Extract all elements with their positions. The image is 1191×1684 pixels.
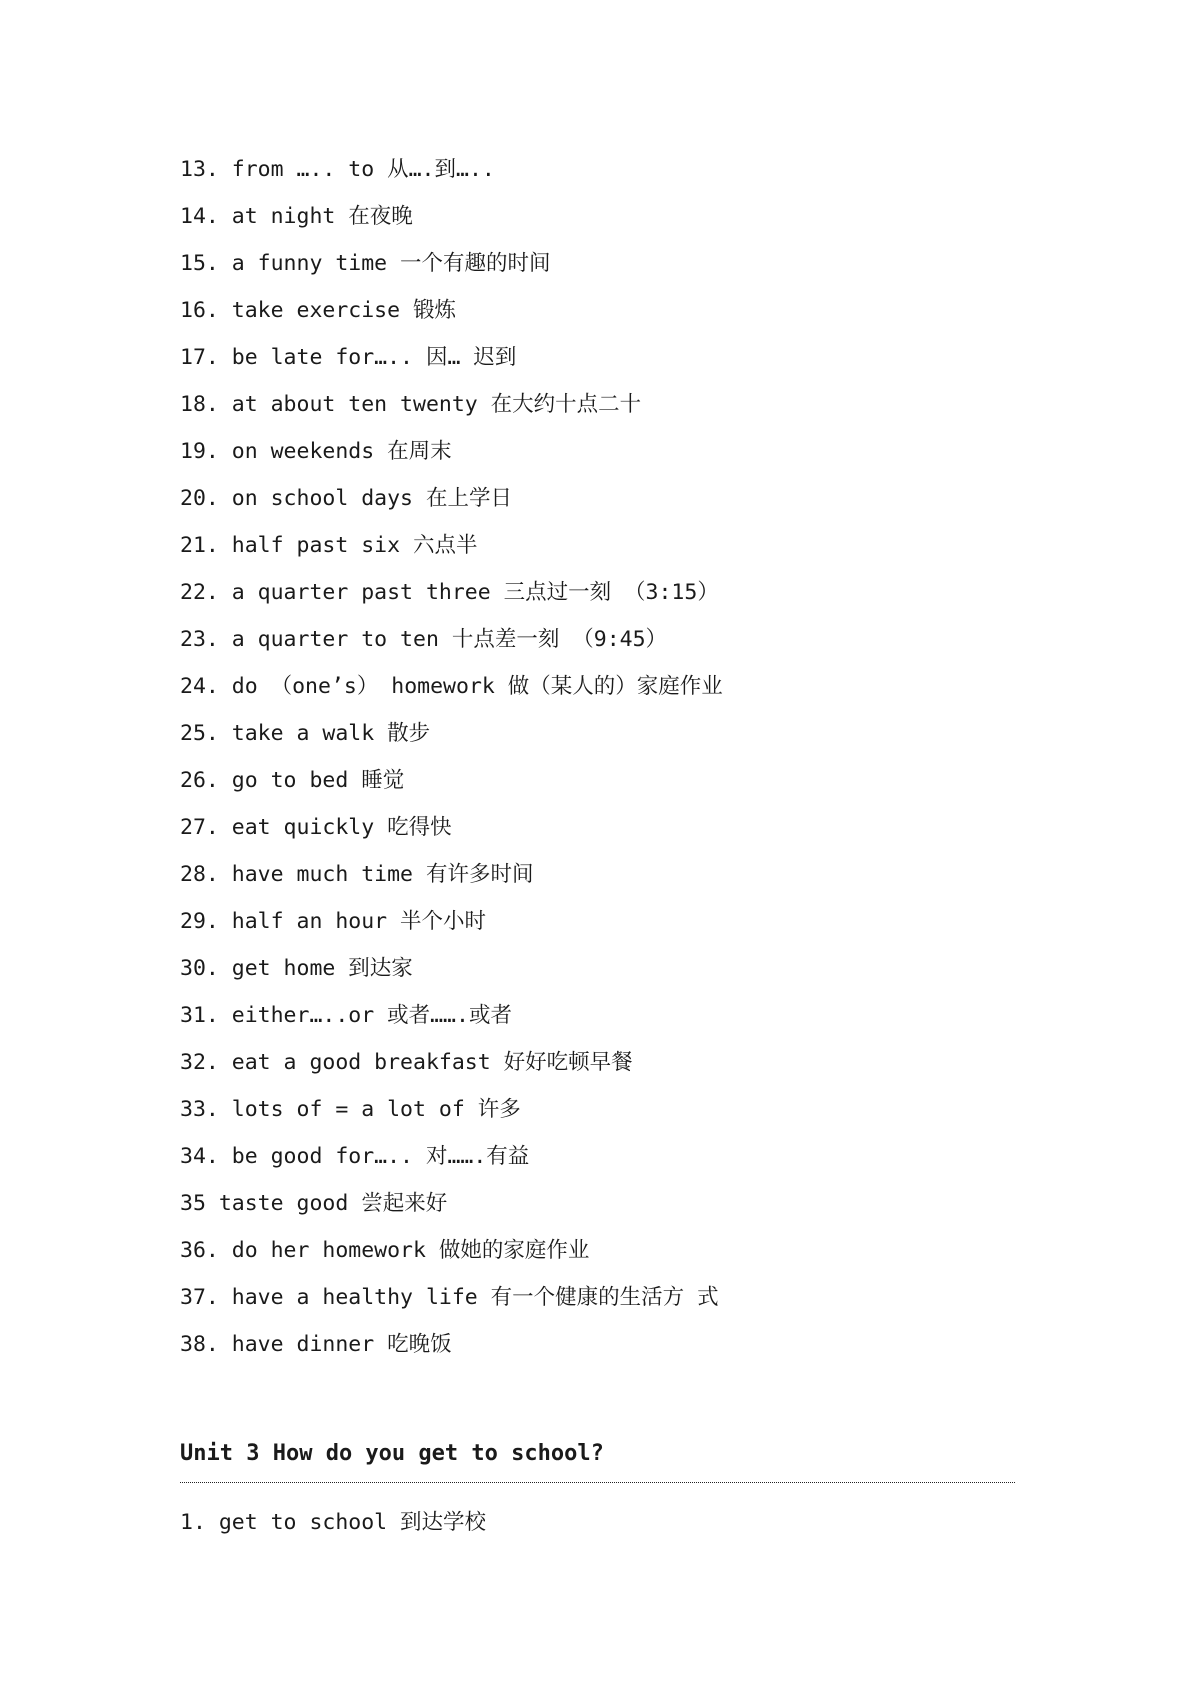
list-item: 29. half an hour 半个小时 (180, 909, 487, 934)
phrase-list (180, 150, 723, 1372)
list-item: 32. eat a good breakfast 好好吃顿早餐 (180, 1050, 633, 1075)
list-item: 1. get to school 到达学校 (180, 1510, 487, 1535)
list-item: 15. a funny time 一个有趣的时间 (180, 251, 551, 276)
list-item: 34. be good for….. 对…….有益 (180, 1144, 530, 1169)
list-item: 35 taste good 尝起来好 (180, 1191, 448, 1216)
unit3-phrase-list (180, 1503, 486, 1550)
list-item: 21. half past six 六点半 (180, 533, 478, 558)
list-item: 30. get home 到达家 (180, 956, 413, 981)
list-item: 14. at night 在夜晚 (180, 204, 413, 229)
list-item: 17. be late for….. 因… 迟到 (180, 345, 517, 370)
list-item: 38. have dinner 吃晚饭 (180, 1332, 452, 1357)
list-item: 22. a quarter past three 三点过一刻 （3:15） (180, 580, 719, 605)
list-item: 25. take a walk 散步 (180, 721, 431, 746)
list-item: 26. go to bed 睡觉 (180, 768, 405, 793)
list-item: 23. a quarter to ten 十点差一刻 （9:45） (180, 627, 668, 652)
list-item: 18. at about ten twenty 在大约十点二十 (180, 392, 642, 417)
list-item: 20. on school days 在上学日 (180, 486, 512, 511)
list-item: 19. on weekends 在周末 (180, 439, 452, 464)
list-item: 13. from ….. to 从….到….. (180, 157, 495, 182)
list-item: 31. either…..or 或者…….或者 (180, 1003, 512, 1028)
list-item: 28. have much time 有许多时间 (180, 862, 534, 887)
list-item: 33. lots of = a lot of 许多 (180, 1097, 521, 1122)
list-item: 27. eat quickly 吃得快 (180, 815, 452, 840)
list-item: 36. do her homework 做她的家庭作业 (180, 1238, 590, 1263)
dotted-divider (180, 1482, 1015, 1483)
list-item: 24. do （one’s） homework 做（某人的）家庭作业 (180, 674, 723, 699)
list-item: 37. have a healthy life 有一个健康的生活方 式 (180, 1285, 719, 1310)
list-item: 16. take exercise 锻炼 (180, 298, 456, 323)
section-heading: Unit 3 How do you get to school? (180, 1441, 604, 1466)
